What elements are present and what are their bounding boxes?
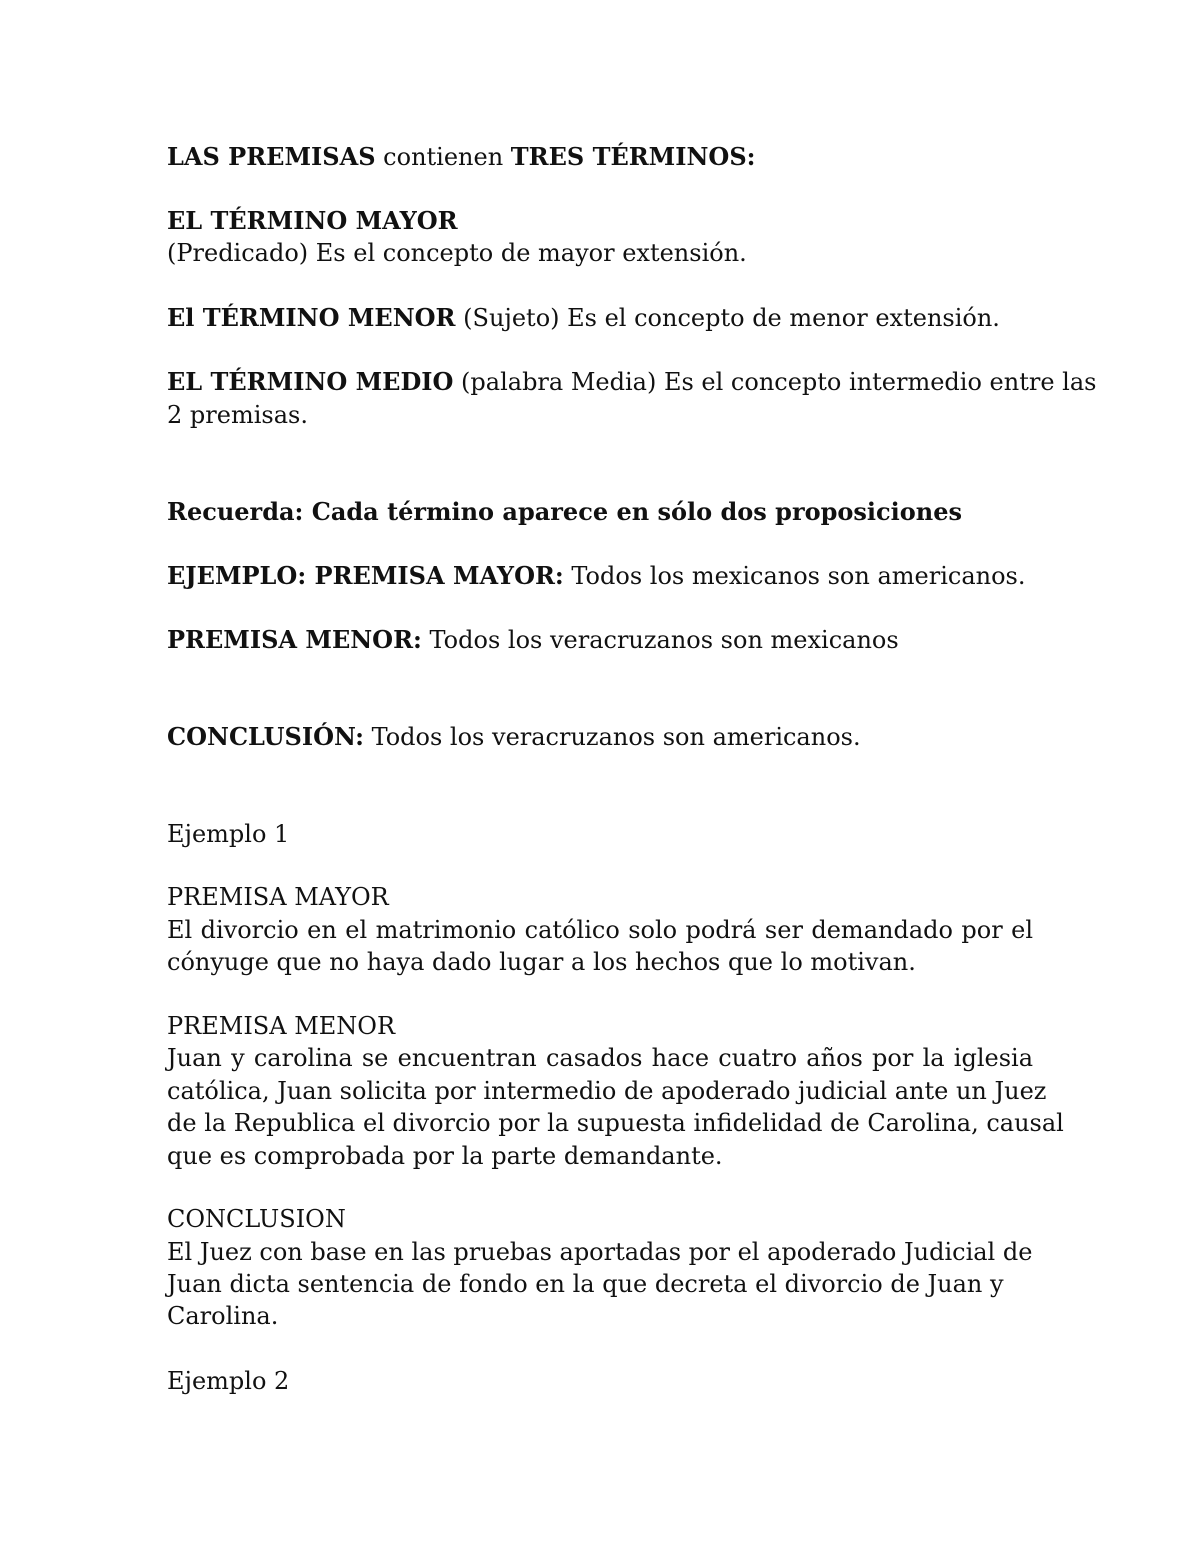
ejemplo1-premisa-mayor-line: El divorcio en el matrimonio católico solo podrá ser demandado por el — [167, 916, 1033, 944]
ejemplo-premisa-menor-label: PREMISA MENOR: — [167, 625, 422, 654]
ejemplo-conclusion-text: Todos los veracruzanos son americanos. — [363, 723, 861, 751]
ejemplo1-premisa-mayor-label: PREMISA MAYOR — [167, 883, 389, 911]
ejemplo-premisa-menor — [167, 624, 899, 656]
mayor-title — [167, 205, 458, 237]
recuerda-text: Recuerda: Cada término aparece en sólo dos proposiciones — [167, 497, 962, 526]
ejemplo1-conclusion-label: CONCLUSION — [167, 1205, 346, 1233]
ejemplo1-conclusion-line: Juan dicta sentencia de fondo en la que decreta el divorcio de Juan y — [167, 1270, 1004, 1298]
medio-line-1 — [167, 366, 1096, 398]
ejemplo1-premisa-menor-line: católica, Juan solicita por intermedio de apoderado judicial ante un Juez — [167, 1077, 1047, 1105]
ejemplo-conclusion-label: CONCLUSIÓN: — [167, 722, 364, 751]
mayor-title-text: EL TÉRMINO MAYOR — [167, 206, 458, 235]
ejemplo2-title: Ejemplo 2 — [167, 1367, 290, 1395]
ejemplo1-premisa-menor-line: de la Republica el divorcio por la supuesta infidelidad de Carolina, causal — [167, 1109, 1064, 1137]
ejemplo-premisa-mayor — [167, 560, 1025, 592]
ejemplo-premisa-menor-text: Todos los veracruzanos son mexicanos — [421, 626, 899, 654]
ejemplo-premisa-mayor-text: Todos los mexicanos son americanos. — [563, 562, 1026, 590]
ejemplo1-premisa-mayor-line: cónyuge que no haya dado lugar a los hechos que lo motivan. — [167, 948, 916, 976]
menor-title: El TÉRMINO MENOR — [167, 303, 456, 332]
heading-bold-1: LAS PREMISAS — [167, 142, 376, 171]
medio-desc-1: (palabra Media) Es el concepto intermedio entre las — [453, 368, 1097, 396]
heading-line — [167, 141, 756, 173]
ejemplo1-conclusion-line: El Juez con base en las pruebas aportadas por el apoderado Judicial de — [167, 1238, 1033, 1266]
menor-line — [167, 302, 1000, 334]
heading-bold-2: TRES TÉRMINOS: — [510, 142, 756, 171]
ejemplo-conclusion — [167, 721, 861, 753]
medio-title: EL TÉRMINO MEDIO — [167, 367, 454, 396]
ejemplo-premisa-mayor-label: EJEMPLO: PREMISA MAYOR: — [167, 561, 564, 590]
medio-desc-2: 2 premisas. — [167, 401, 308, 429]
ejemplo1-title: Ejemplo 1 — [167, 820, 290, 848]
mayor-desc: (Predicado) Es el concepto de mayor extensión. — [167, 239, 747, 267]
ejemplo1-premisa-menor-line: que es comprobada por la parte demandante. — [167, 1142, 723, 1170]
ejemplo1-premisa-menor-line: Juan y carolina se encuentran casados hace cuatro años por la iglesia — [167, 1044, 1033, 1072]
heading-text: contienen — [375, 143, 511, 171]
ejemplo1-conclusion-line: Carolina. — [167, 1302, 279, 1330]
recuerda-line — [167, 496, 962, 528]
menor-desc: (Sujeto) Es el concepto de menor extensión. — [455, 304, 1000, 332]
ejemplo1-premisa-menor-label: PREMISA MENOR — [167, 1012, 396, 1040]
